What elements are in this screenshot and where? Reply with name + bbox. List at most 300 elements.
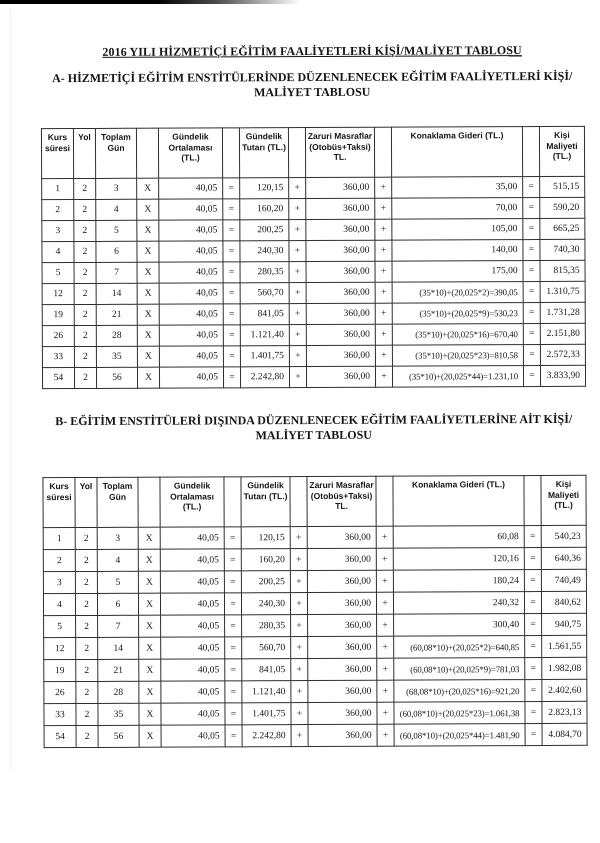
- column-header: Zaruri Masraflar (Otobüs+Taksi) TL.: [305, 127, 374, 177]
- table-row: [44, 613, 587, 637]
- table-cell: 5: [44, 616, 76, 638]
- table-cell: 360,00: [306, 366, 375, 387]
- table-cell: 740,49: [541, 569, 586, 591]
- table-cell: 240,30: [240, 241, 289, 262]
- table-cell: 280,35: [242, 615, 291, 637]
- table-cell: 2: [76, 637, 98, 659]
- table-cell: 14: [96, 283, 137, 304]
- table-cell: (35*10)+(20,025*44)=1.231,10: [392, 366, 523, 388]
- column-header: Zaruri Masraflar (Otobüs+Taksi) TL.: [307, 476, 376, 526]
- table-cell: =: [525, 724, 542, 746]
- section-a-heading: A- HİZMETİÇİ EĞİTİM ENSTİTÜLERİNDE DÜZENLENECEK EĞİTİM FAALİYETLERİ KİŞİ/ MALİYET TABLOSU: [52, 68, 573, 100]
- table-cell: 175,00: [392, 261, 523, 283]
- table-cell: 120,15: [241, 527, 290, 549]
- table-cell: 590,20: [540, 197, 585, 218]
- table-cell: 560,70: [240, 283, 289, 304]
- table-cell: X: [138, 527, 160, 549]
- table-cell: 26: [44, 682, 76, 704]
- table-cell: +: [377, 724, 394, 746]
- table-row: [43, 525, 586, 549]
- table-cell: 6: [96, 241, 137, 262]
- table-row: [44, 635, 587, 659]
- table-cell: +: [291, 725, 308, 747]
- table-cell: (35*10)+(20,025*23)=810,58: [392, 345, 523, 367]
- table-cell: 360,00: [307, 548, 376, 570]
- table-cell: 2: [74, 220, 96, 241]
- table-cell: +: [289, 346, 306, 367]
- table-cell: +: [376, 526, 393, 548]
- table-cell: 740,30: [540, 239, 585, 260]
- table-cell: 105,00: [392, 219, 523, 241]
- table-cell: 40,05: [161, 681, 225, 703]
- table-cell: =: [225, 659, 242, 681]
- table-cell: 14: [98, 637, 139, 659]
- table-cell: =: [223, 346, 240, 367]
- table-cell: 360,00: [306, 219, 375, 240]
- table-cell: X: [137, 283, 159, 304]
- table-cell: 240,32: [393, 592, 524, 615]
- table-cell: =: [524, 570, 541, 592]
- table-cell: =: [523, 282, 540, 303]
- table-cell: 54: [44, 726, 76, 748]
- table-cell: X: [137, 325, 159, 346]
- table-cell: 1.982,08: [542, 657, 587, 679]
- table-cell: 3: [97, 527, 138, 549]
- table-cell: 2.402,60: [542, 679, 587, 701]
- table-cell: +: [376, 570, 393, 592]
- table-cell: 560,70: [242, 637, 291, 659]
- table-cell: +: [375, 324, 392, 345]
- table-cell: 5: [42, 263, 74, 284]
- table-cell: +: [376, 592, 393, 614]
- column-header: [138, 477, 160, 527]
- table-cell: 2: [76, 703, 98, 725]
- table-cell: 40,05: [159, 283, 223, 304]
- column-header: [288, 128, 305, 178]
- table-cell: +: [290, 571, 307, 593]
- table-cell: +: [290, 527, 307, 549]
- table-cell: 360,00: [306, 240, 375, 261]
- table-cell: 160,20: [240, 199, 289, 220]
- table-cell: 35: [98, 703, 139, 725]
- table-row: [42, 365, 585, 388]
- table-cell: =: [525, 658, 542, 680]
- table-cell: 665,25: [540, 218, 585, 239]
- table-cell: 2: [74, 241, 96, 262]
- table-cell: =: [223, 178, 240, 199]
- table-cell: 5: [96, 220, 137, 241]
- table-cell: 841,05: [240, 304, 289, 325]
- table-cell: 19: [42, 305, 74, 326]
- table-cell: 815,35: [540, 260, 585, 281]
- table-cell: 120,16: [393, 548, 524, 571]
- table-cell: 1: [42, 179, 74, 200]
- column-header: Kurs süresi: [43, 478, 75, 528]
- table-cell: 360,00: [308, 658, 377, 680]
- table-cell: 70,00: [392, 198, 523, 220]
- column-header: Konaklama Gideri (TL.): [393, 476, 524, 527]
- table-cell: (35*10)+(20,025*2)=390,05: [392, 282, 523, 304]
- table-row: [43, 547, 586, 571]
- table-cell: 35: [96, 346, 137, 367]
- document-page: [40, 0, 586, 748]
- table-cell: 180,24: [393, 570, 524, 593]
- table-cell: =: [225, 703, 242, 725]
- table-cell: (35*10)+(20,025*16)=670,40: [392, 324, 523, 346]
- table-cell: 2: [74, 367, 96, 388]
- table-cell: 7: [98, 615, 139, 637]
- table-row: [42, 176, 585, 199]
- cost-table-b: [42, 475, 587, 748]
- table-cell: 3.833,90: [540, 365, 585, 386]
- table-cell: 2: [74, 346, 96, 367]
- table-cell: =: [224, 527, 241, 549]
- table-cell: X: [138, 549, 160, 571]
- table-cell: =: [524, 526, 541, 548]
- table-cell: +: [289, 283, 306, 304]
- table-cell: 2: [75, 527, 97, 549]
- table-cell: 2: [76, 615, 98, 637]
- table-cell: 28: [98, 681, 139, 703]
- table-cell: =: [523, 303, 540, 324]
- header-row: [41, 126, 584, 178]
- table-cell: =: [524, 592, 541, 614]
- table-cell: 2: [42, 200, 74, 221]
- table-cell: =: [223, 283, 240, 304]
- table-cell: 40,05: [159, 304, 223, 325]
- table-cell: 1.310,75: [540, 281, 585, 302]
- table-row: [43, 591, 586, 615]
- table-cell: =: [223, 220, 240, 241]
- column-header: Gündelik Tutarı (TL.): [241, 477, 290, 527]
- table-cell: 2.151,80: [540, 323, 585, 344]
- column-header: Gündelik Ortalaması (TL.): [160, 477, 224, 527]
- table-cell: =: [525, 680, 542, 702]
- table-row: [42, 197, 585, 220]
- table-cell: +: [375, 240, 392, 261]
- table-cell: 1.401,75: [240, 346, 289, 367]
- table-cell: 360,00: [308, 614, 377, 636]
- table-cell: =: [525, 614, 542, 636]
- table-cell: X: [137, 304, 159, 325]
- column-header: Gündelik Ortalaması (TL.): [158, 128, 222, 178]
- table-row: [42, 260, 585, 283]
- table-cell: 640,36: [541, 547, 586, 569]
- table-cell: +: [377, 636, 394, 658]
- table-cell: 21: [96, 304, 137, 325]
- table-cell: +: [291, 615, 308, 637]
- table-cell: 2: [74, 283, 96, 304]
- table-cell: 40,05: [159, 367, 223, 388]
- table-cell: 4: [97, 549, 138, 571]
- table-cell: X: [139, 659, 161, 681]
- table-cell: 12: [44, 638, 76, 660]
- table-cell: X: [137, 367, 159, 388]
- table-cell: 60,08: [393, 526, 524, 549]
- table-cell: =: [223, 367, 240, 388]
- table-cell: +: [291, 681, 308, 703]
- table-cell: 40,05: [159, 220, 223, 241]
- table-cell: 40,05: [161, 703, 225, 725]
- column-header: [290, 477, 307, 527]
- table-cell: 160,20: [241, 549, 290, 571]
- table-cell: 360,00: [306, 261, 375, 282]
- table-cell: 2: [76, 725, 98, 747]
- table-row: [42, 323, 585, 346]
- table-cell: 3: [43, 572, 75, 594]
- table-cell: +: [289, 367, 306, 388]
- table-cell: +: [289, 304, 306, 325]
- table-cell: X: [139, 615, 161, 637]
- table-cell: 2: [74, 178, 96, 199]
- column-header: [136, 128, 158, 178]
- table-cell: =: [223, 325, 240, 346]
- table-cell: +: [289, 178, 306, 199]
- table-row: [42, 239, 585, 262]
- table-cell: X: [138, 571, 160, 593]
- table-cell: 40,05: [161, 659, 225, 681]
- table-cell: X: [139, 703, 161, 725]
- table-cell: =: [523, 177, 540, 198]
- table-cell: 841,05: [242, 659, 291, 681]
- table-cell: +: [289, 199, 306, 220]
- table-cell: 360,00: [306, 345, 375, 366]
- table-cell: 33: [44, 704, 76, 726]
- table-cell: 280,35: [240, 262, 289, 283]
- table-row: [42, 302, 585, 325]
- table-cell: 40,05: [159, 199, 223, 220]
- table-cell: X: [137, 346, 159, 367]
- table-cell: +: [291, 703, 308, 725]
- table-cell: 56: [98, 725, 139, 747]
- table-cell: 2: [75, 571, 97, 593]
- table-cell: 200,25: [241, 571, 290, 593]
- table-cell: 360,00: [306, 303, 375, 324]
- table-row: [44, 701, 587, 725]
- table-cell: =: [225, 637, 242, 659]
- table-cell: X: [139, 637, 161, 659]
- table-cell: +: [290, 549, 307, 571]
- table-cell: 1.401,75: [242, 703, 291, 725]
- table-cell: =: [523, 219, 540, 240]
- table-cell: +: [375, 282, 392, 303]
- table-cell: =: [525, 636, 542, 658]
- table-cell: +: [289, 325, 306, 346]
- table-cell: 540,23: [541, 525, 586, 547]
- table-cell: +: [290, 593, 307, 615]
- table-cell: 40,05: [161, 725, 225, 747]
- table-cell: X: [137, 199, 159, 220]
- table-cell: 360,00: [307, 526, 376, 548]
- table-cell: 4: [96, 199, 137, 220]
- table-cell: =: [224, 571, 241, 593]
- table-cell: +: [375, 219, 392, 240]
- table-cell: (35*10)+(20,025*9)=530,23: [392, 303, 523, 325]
- cost-table-a: [41, 126, 586, 389]
- table-cell: 40,05: [160, 593, 224, 615]
- table-cell: 360,00: [306, 324, 375, 345]
- table-cell: 360,00: [306, 282, 375, 303]
- table-cell: 33: [42, 347, 74, 368]
- table-cell: =: [523, 261, 540, 282]
- column-header: Konaklama Gideri (TL.): [391, 127, 522, 178]
- table-cell: =: [225, 681, 242, 703]
- table-cell: =: [523, 198, 540, 219]
- table-cell: 40,05: [160, 571, 224, 593]
- table-cell: +: [377, 614, 394, 636]
- table-cell: +: [377, 658, 394, 680]
- table-cell: (60,08*10)+(20,025*9)=781,03: [394, 658, 525, 681]
- table-cell: 120,15: [240, 178, 289, 199]
- table-cell: 3: [42, 221, 74, 242]
- table-cell: +: [291, 659, 308, 681]
- table-cell: +: [375, 177, 392, 198]
- table-cell: 40,05: [159, 325, 223, 346]
- table-cell: =: [225, 725, 242, 747]
- table-cell: (68,08*10)+(20,025*16)=921,20: [394, 680, 525, 703]
- table-cell: 40,05: [159, 262, 223, 283]
- table-cell: 6: [97, 593, 138, 615]
- table-cell: 360,00: [308, 680, 377, 702]
- table-cell: (60,08*10)+(20,025*23)=1.061,38: [394, 702, 525, 725]
- table-cell: =: [223, 304, 240, 325]
- table-cell: +: [375, 261, 392, 282]
- column-header: [376, 476, 393, 526]
- table-cell: =: [523, 240, 540, 261]
- table-cell: 140,00: [392, 240, 523, 262]
- table-cell: X: [137, 241, 159, 262]
- table-cell: =: [224, 549, 241, 571]
- table-cell: 2.572,33: [540, 344, 585, 365]
- column-header: Yol: [73, 128, 95, 178]
- table-cell: 360,00: [307, 570, 376, 592]
- column-header: [524, 476, 541, 526]
- table-cell: 26: [42, 326, 74, 347]
- table-cell: 2: [74, 325, 96, 346]
- table-cell: =: [523, 366, 540, 387]
- table-cell: +: [376, 548, 393, 570]
- table-cell: 2: [75, 593, 97, 615]
- table-cell: 240,30: [241, 593, 290, 615]
- table-cell: X: [139, 725, 161, 747]
- column-header: [224, 477, 241, 527]
- table-cell: 40,05: [159, 241, 223, 262]
- table-cell: 54: [42, 368, 74, 389]
- table-cell: 1.121,40: [242, 681, 291, 703]
- header-row: [43, 475, 586, 527]
- table-cell: +: [377, 702, 394, 724]
- table-cell: =: [224, 593, 241, 615]
- table-cell: 40,05: [159, 178, 223, 199]
- table-row: [44, 679, 587, 703]
- table-cell: X: [137, 178, 159, 199]
- table-cell: 2: [43, 550, 75, 572]
- column-header: Kurs süresi: [41, 129, 73, 179]
- table-cell: 7: [96, 262, 137, 283]
- table-cell: 56: [96, 367, 137, 388]
- column-header: Gündelik Tutarı (TL.): [239, 128, 288, 178]
- table-cell: X: [137, 220, 159, 241]
- table-cell: +: [289, 262, 306, 283]
- table-cell: 360,00: [307, 592, 376, 614]
- table-row: [42, 344, 585, 367]
- table-cell: 2: [75, 549, 97, 571]
- table-cell: 360,00: [308, 636, 377, 658]
- table-cell: 360,00: [306, 198, 375, 219]
- scan-artifact-left-edge: [10, 10, 12, 770]
- table-cell: 2: [74, 304, 96, 325]
- table-cell: 515,15: [540, 176, 585, 197]
- table-cell: (60,08*10)+(20,025*44)=1.481,90: [394, 724, 525, 747]
- column-header: Kişi Maliyeti (TL.): [541, 475, 586, 525]
- table-cell: 40,05: [160, 549, 224, 571]
- table-cell: 1.121,40: [240, 325, 289, 346]
- table-row: [44, 723, 587, 747]
- table-cell: 2: [74, 199, 96, 220]
- table-cell: 300,40: [394, 614, 525, 637]
- column-header: [222, 128, 239, 178]
- table-cell: 19: [44, 660, 76, 682]
- table-cell: +: [291, 637, 308, 659]
- table-cell: 5: [97, 571, 138, 593]
- table-cell: 360,00: [308, 724, 377, 746]
- column-header: [374, 127, 391, 177]
- table-row: [42, 281, 585, 304]
- table-cell: +: [289, 220, 306, 241]
- table-cell: +: [375, 345, 392, 366]
- table-cell: =: [223, 241, 240, 262]
- table-cell: 3: [96, 178, 137, 199]
- table-row: [42, 218, 585, 241]
- table-cell: 40,05: [159, 346, 223, 367]
- table-cell: 1: [43, 528, 75, 550]
- table-cell: 12: [42, 284, 74, 305]
- table-cell: +: [375, 198, 392, 219]
- table-cell: 28: [96, 325, 137, 346]
- table-cell: 2.823,13: [542, 701, 587, 723]
- table-cell: 4: [43, 594, 75, 616]
- column-header: Toplam Gün: [95, 128, 136, 178]
- table-cell: X: [139, 681, 161, 703]
- table-cell: =: [223, 199, 240, 220]
- table-cell: X: [138, 593, 160, 615]
- table-row: [43, 569, 586, 593]
- column-header: Yol: [75, 477, 97, 527]
- table-cell: =: [223, 262, 240, 283]
- table-cell: (60,08*10)+(20,025*2)=640,85: [394, 636, 525, 659]
- table-cell: =: [523, 345, 540, 366]
- table-cell: 2: [76, 681, 98, 703]
- table-cell: 40,05: [161, 615, 225, 637]
- table-cell: +: [375, 303, 392, 324]
- table-cell: =: [525, 702, 542, 724]
- table-cell: 200,25: [240, 220, 289, 241]
- column-header: Kişi Maliyeti (TL.): [539, 126, 584, 176]
- document-title: 2016 YILI HİZMETİÇİ EĞİTİM FAALİYETLERİ KİŞİ/MALİYET TABLOSU: [102, 43, 522, 59]
- table-cell: 2: [74, 262, 96, 283]
- table-cell: +: [289, 241, 306, 262]
- table-cell: 360,00: [306, 177, 375, 198]
- table-cell: +: [377, 680, 394, 702]
- table-row: [44, 657, 587, 681]
- section-b-heading: B- EĞİTİM ENSTİTÜLERİ DIŞINDA DÜZENLENECEK EĞİTİM FAALİYETLERİNE AİT KİŞİ/ MALİYET TABLOSU: [55, 411, 573, 443]
- column-header: [522, 127, 539, 177]
- table-cell: 40,05: [160, 527, 224, 549]
- table-cell: 4: [42, 242, 74, 263]
- table-cell: 2.242,80: [240, 367, 289, 388]
- table-cell: X: [137, 262, 159, 283]
- table-cell: =: [225, 615, 242, 637]
